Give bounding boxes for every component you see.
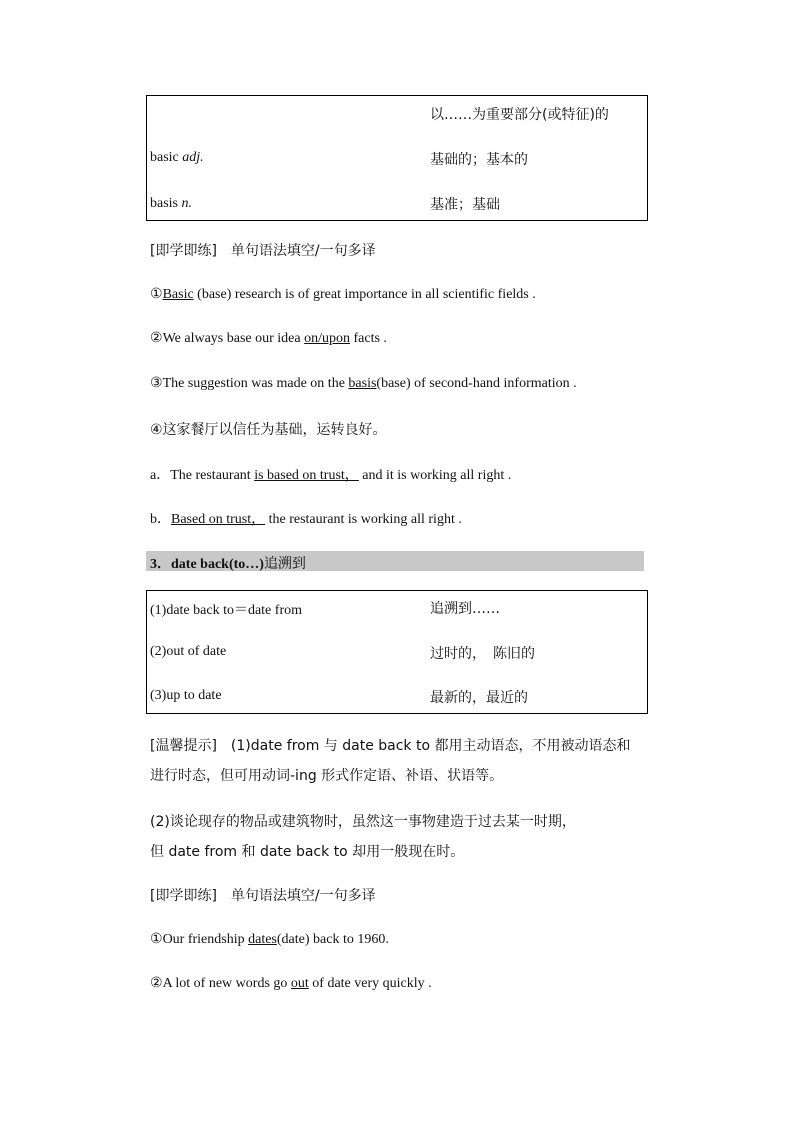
q2-answer: on/upon [304, 331, 350, 346]
pos-n: n. [181, 196, 192, 211]
table1-row2-meaning: 基础的；基本的 [430, 152, 528, 168]
qb-text-post: the restaurant is working all right . [265, 512, 462, 527]
table2-row3-meaning: 最新的，最近的 [430, 690, 528, 706]
q2-number: ② [150, 331, 163, 346]
practice2-q2 [150, 975, 432, 992]
practice1-q2 [150, 330, 387, 347]
practice2-q1 [150, 931, 389, 948]
p2-q2-text-post: of date very quickly . [308, 976, 432, 991]
table2-row3-phrase: (3)up to date [150, 688, 222, 703]
p2-q2-text-pre: A lot of new words go [162, 976, 291, 991]
table2-row1-meaning: 追溯到…… [430, 601, 500, 617]
q3-answer: basis [348, 376, 377, 391]
practice1-q4 [150, 419, 387, 439]
word-basic: basic [150, 150, 183, 165]
q1-number: ① [150, 287, 163, 302]
p2-q2-answer: out [290, 976, 309, 991]
p2-q2-number: ② [150, 976, 163, 991]
q3-number: ③ [150, 376, 163, 391]
table2-row2-meaning: 过时的， 陈旧的 [430, 646, 535, 662]
table1-row3-word [150, 196, 192, 212]
section3-phrase: date back(to…) [171, 557, 264, 572]
q1-text: (base) research is of great importance in all scientific fields . [193, 287, 536, 302]
p2-q1-answer: dates [248, 932, 277, 947]
pos-adj: adj. [182, 150, 204, 165]
q1-answer: Basic [162, 287, 194, 302]
word-basis: basis [150, 196, 182, 211]
table2-row1-phrase: (1)date back to＝date from [150, 603, 302, 618]
q4-number: ④ [150, 422, 163, 438]
tip-line-3: (2)谈论现存的物品或建筑物时，虽然这一事物建造于过去某一时期， [150, 814, 576, 830]
practice1-qb [150, 508, 462, 528]
tip-line-1: [温馨提示] (1)date from 与 date back to 都用主动语态，不用被动语态和 [150, 738, 631, 754]
practice2-heading: [即学即练] 单句语法填空/一句多译 [150, 888, 376, 904]
qb-answer: Based on trust， [171, 512, 266, 527]
practice1-heading: [即学即练] 单句语法填空/一句多译 [150, 243, 376, 259]
section3-meaning: 追溯到 [263, 556, 306, 572]
q2-text-post: facts . [350, 331, 387, 346]
q4-text: 这家餐厅以信任为基础，运转良好。 [162, 422, 387, 438]
q2-text-pre: We always base our idea [162, 331, 305, 346]
q3-text-post: (base) of second-hand information . [376, 376, 577, 391]
qb-text-pre: b． [150, 512, 171, 527]
p2-q1-text-post: (date) back to 1960. [276, 932, 389, 947]
table2-row2-phrase: (2)out of date [150, 644, 227, 659]
table1-row3-meaning: 基准；基础 [430, 197, 500, 213]
practice1-qa [150, 464, 511, 484]
qa-answer: is based on trust， [254, 468, 359, 483]
tip-line-2: 进行时态，但可用动词-ing 形式作定语、补语、状语等。 [150, 768, 504, 784]
p2-q1-text-pre: Our friendship [162, 932, 249, 947]
tip-line-4: 但 date from 和 date back to 却用一般现在时。 [150, 844, 465, 860]
practice1-q3 [150, 375, 577, 392]
section3-number: 3． [150, 557, 171, 572]
table1-row2-word [150, 150, 204, 166]
p2-q1-number: ① [150, 932, 163, 947]
qa-text-post: and it is working all right . [358, 468, 512, 483]
practice1-q1 [150, 286, 536, 303]
qa-text-pre: a．The restaurant [150, 468, 255, 483]
table1-row1-meaning: 以……为重要部分(或特征)的 [430, 107, 609, 123]
q3-text-pre: The suggestion was made on the [162, 376, 349, 391]
section3-title [150, 553, 306, 573]
